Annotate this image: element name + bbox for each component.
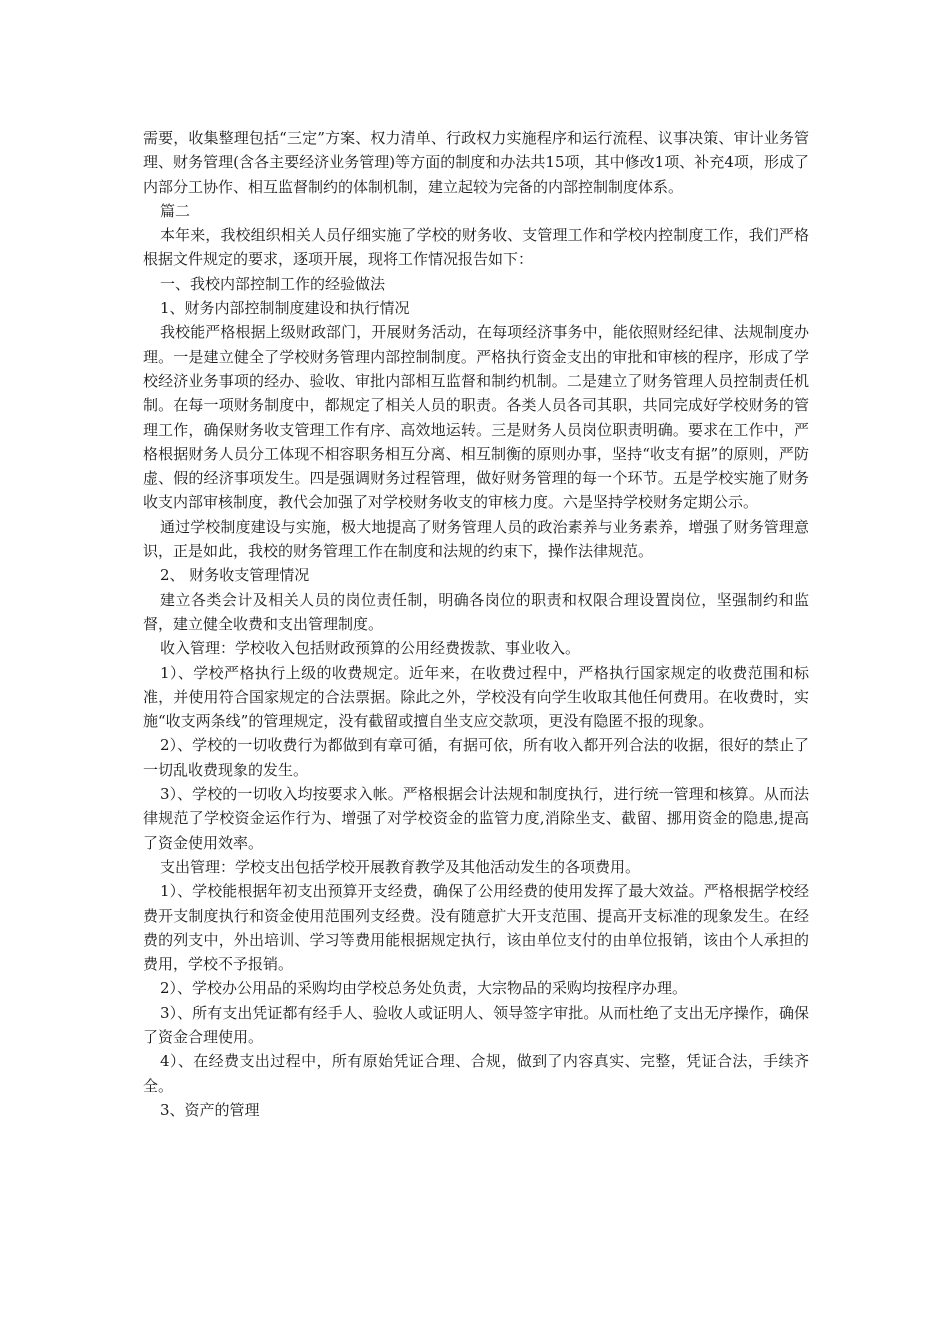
paragraph-expense-management: 支出管理：学校支出包括学校开展教育教学及其他活动发生的各项费用。 bbox=[160, 857, 641, 876]
paragraph-internal-control: 我校能严格根据上级财政部门，开展财务活动，在每项经济事务中，能依照财经纪律、法规制度办理。一是建立健全了学校财务管理内部控制制度。严格执行资金支出的审批和审核的程序，形成了学校经济业务事项的经办、验收、审批内部相互监督和制约机制。二是建立了财务管理人员控制责任机制。在每一项财务制度中，都规定了相关人员的职责。各类人员各司其职，共同完成好学校财务的管理工作，确保财务收支管理工作有序、高效地运转。三是财务人员岗位职责明确。要求在工作中，严格根据财务人员分工体现不相容职务相互分离、相互制衡的原则办事，坚持“收支有据”的原则，严防虚、假的经济事项发生。四是强调财务过程管理，做好财务管理的每一个环节。五是学校实施了财务收支内部审核制度，教代会加强了对学校财务收支的审核力度。六是坚持学校财务定期公示。 bbox=[143, 323, 809, 512]
income-item-1: 1）、学校严格执行上级的收费规定。近年来，在收费过程中，严格执行国家规定的收费范围和标准，并使用符合国家规定的合法票据。除此之外，学校没有向学生收取其他任何费用。在收费时，实施“收支两条线”的管理规定，没有截留或擅自坐支应交款项，更没有隐匿不报的现象。 bbox=[143, 663, 809, 731]
paragraph-responsibility: 建立各类会计及相关人员的岗位责任制，明确各岗位的职责和权限合理设置岗位，坚强制约和监督，建立健全收费和支出管理制度。 bbox=[143, 590, 809, 633]
heading-internal-control: 1、财务内部控制制度建设和执行情况 bbox=[160, 299, 410, 318]
income-item-3: 3）、学校的一切收入均按要求入帐。严格根据会计法规和制度执行，进行统一管理和核算。从而法律规范了学校资金运作行为、增强了对学校资金的监管力度,消除坐支、截留、挪用资金的隐患,提高了资金使用效率。 bbox=[143, 785, 809, 852]
heading-revenue-expense: 2、 财务收支管理情况 bbox=[160, 566, 310, 585]
expense-item-4: 4）、在经费支出过程中，所有原始凭证合理、合规，做到了内容真实、完整，凭证合法，手续齐全。 bbox=[143, 1052, 809, 1095]
expense-item-3: 3）、所有支出凭证都有经手人、验收人或证明人、领导签字审批。从而杜绝了支出无序操作，确保了资金合理使用。 bbox=[143, 1003, 809, 1046]
paragraph-intro: 本年来，我校组织相关人员仔细实施了学校的财务收、支管理工作和学校内控制度工作，我们严格根据文件规定的要求，逐项开展，现将工作情况报告如下： bbox=[143, 226, 809, 269]
section-heading-part-two: 篇二 bbox=[160, 201, 191, 220]
document-page bbox=[143, 126, 809, 1122]
expense-item-1: 1）、学校能根据年初支出预算开支经费，确保了公用经费的使用发挥了最大效益。严格根据学校经费开支制度执行和资金使用范围列支经费。没有随意扩大开支范围、提高开支标准的现象发生。在经费的列支中，外出培训、学习等费用能根据规定执行，该由单位支付的由单位报销，该由个人承担的费用，学校不予报销。 bbox=[143, 882, 809, 974]
heading-asset-management: 3、资产的管理 bbox=[160, 1100, 260, 1119]
income-item-2: 2）、学校的一切收费行为都做到有章可循，有据可依，所有收入都开列合法的收据，很好的禁止了一切乱收费现象的发生。 bbox=[143, 736, 809, 779]
heading-experience: 一、我校内部控制工作的经验做法 bbox=[160, 274, 386, 293]
paragraph-1-continued: 需要，收集整理包括“三定”方案、权力清单、行政权力实施程序和运行流程、议事决策、审计业务管理、财务管理(含各主要经济业务管理)等方面的制度和办法共15项，其中修改1项、补充4项，形成了内部分工协作、相互监督制约的体制机制，建立起较为完备的内部控制制度体系。 bbox=[143, 129, 809, 196]
paragraph-system-building: 通过学校制度建设与实施，极大地提高了财务管理人员的政治素养与业务素养，增强了财务管理意识，正是如此，我校的财务管理工作在制度和法规的约束下，操作法律规范。 bbox=[143, 517, 809, 561]
paragraph-income-management: 收入管理：学校收入包括财政预算的公用经费拨款、事业收入。 bbox=[160, 639, 581, 658]
expense-item-2: 2）、学校办公用品的采购均由学校总务处负责，大宗物品的采购均按程序办理。 bbox=[160, 979, 688, 998]
